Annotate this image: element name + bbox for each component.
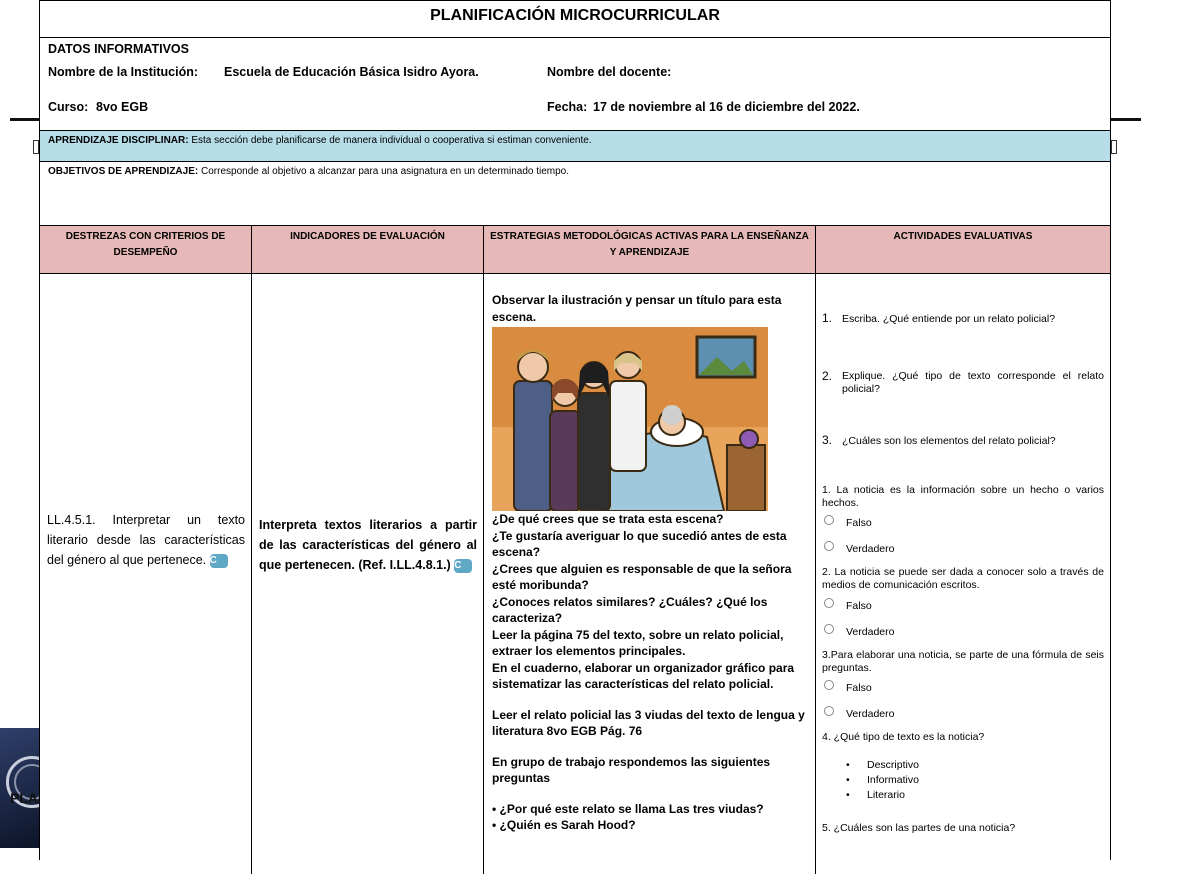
- background-text-fragment: PLA: [10, 790, 38, 806]
- background-bracket-right: [1111, 140, 1117, 154]
- institucion-label: Nombre de la Institución:: [48, 65, 199, 79]
- planning-sheet: [39, 0, 1111, 860]
- fecha-value: 17 de noviembre al 16 de diciembre del 2022.: [593, 100, 860, 114]
- aprendizaje-row: [40, 131, 1110, 162]
- actividades-cell: [816, 274, 1110, 874]
- objetivos-row: [40, 162, 1110, 226]
- estrategia-line: ¿Te gustaría averiguar lo que sucedió antes de esta escena?: [492, 528, 787, 559]
- radio-button[interactable]: [824, 541, 834, 551]
- estrategia-bullet: • ¿Por qué este relato se llama Las tres viudas?: [492, 801, 764, 816]
- activity-open-question: 3. ¿Cuáles son los elementos del relato policial?: [822, 433, 1056, 447]
- tf-option-false[interactable]: Falso: [824, 517, 1074, 530]
- objetivos-label: OBJETIVOS DE APRENDIZAJE:: [48, 166, 199, 177]
- estrategia-line: En el cuaderno, elaborar un organizador gráfico para sistematizar las características del relato policial.: [492, 660, 795, 691]
- header-indicadores: INDICADORES DE EVALUACIÓN: [252, 226, 484, 273]
- q4-option: • Informativo: [846, 774, 919, 786]
- comment-icon[interactable]: C: [210, 554, 228, 568]
- radio-button[interactable]: [824, 598, 834, 608]
- aprendizaje-text: Esta sección debe planificarse de manera individual o cooperativa si estiman conveniente.: [191, 135, 592, 146]
- q4-question: 4. ¿Qué tipo de texto es la noticia?: [822, 731, 985, 743]
- aprendizaje-label: APRENDIZAJE DISCIPLINAR:: [48, 135, 189, 146]
- indicador-text: Interpreta textos literarios a partir de las características del género al que pertenecen. (Ref. I.LL.4.8.1.): [259, 518, 477, 572]
- header-actividades: ACTIVIDADES EVALUATIVAS: [893, 231, 1033, 242]
- radio-button[interactable]: [824, 515, 834, 525]
- background-rule-left: [10, 118, 40, 121]
- estrategia-line: ¿De qué crees que se trata esta escena?: [492, 512, 724, 526]
- header-destrezas: DESTREZAS CON CRITERIOS DE DESEMPEÑO: [40, 226, 252, 273]
- estrategia-line: ¿Crees que alguien es responsable de que la señora esté moribunda?: [492, 561, 792, 592]
- comment-icon[interactable]: C: [454, 559, 472, 573]
- tf-question: 2. La noticia se puede ser dada a conocer solo a través de medios de comunicación escritos.: [822, 566, 1104, 591]
- q4-option: • Descriptivo: [846, 759, 919, 771]
- estrategia-line: ¿Conoces relatos similares? ¿Cuáles? ¿Qué los caracteriza?: [492, 594, 768, 625]
- info-section: [40, 38, 1110, 131]
- estrategia-line: Leer la página 75 del texto, sobre un relato policial, extraer los elementos principales.: [492, 627, 784, 658]
- header-estrategias: ESTRATEGIAS METODOLÓGICAS ACTIVAS PARA LA ENSEÑANZA Y APRENDIZAJE: [484, 226, 816, 273]
- destrezas-cell: [40, 274, 252, 874]
- objetivos-text: Corresponde al objetivo a alcanzar para una asignatura en un determinado tiempo.: [201, 166, 570, 177]
- curso-label: Curso:: [48, 100, 89, 114]
- datos-header: DATOS INFORMATIVOS: [48, 42, 189, 56]
- background-rule-right: [1111, 118, 1141, 121]
- curso-value: 8vo EGB: [96, 100, 149, 114]
- tf-option-false[interactable]: Falso: [824, 600, 1074, 613]
- school-logo: [0, 728, 40, 848]
- radio-button[interactable]: [824, 624, 834, 634]
- estrategia-group: En grupo de trabajo respondemos las siguientes preguntas: [492, 754, 771, 785]
- tf-option-true[interactable]: Verdadero: [824, 626, 1074, 639]
- tf-option-true[interactable]: Verdadero: [824, 543, 1074, 556]
- tf-option-false[interactable]: Falso: [824, 682, 1074, 695]
- docente-label: Nombre del docente:: [547, 65, 672, 79]
- estrategia-read: Leer el relato policial las 3 viudas del texto de lengua y literatura 8vo EGB Pág. 76: [492, 707, 805, 738]
- estrategia-bullet: • ¿Quién es Sarah Hood?: [492, 818, 636, 832]
- radio-button[interactable]: [824, 680, 834, 690]
- estrategias-cell: [484, 274, 816, 874]
- q4-option: • Literario: [846, 789, 905, 801]
- tf-question: 3.Para elaborar una noticia, se parte de una fórmula de seis preguntas.: [822, 649, 1104, 674]
- table-body-row: [40, 274, 1110, 874]
- table-header-row: [40, 226, 1110, 274]
- activity-open-question: 1. Escriba. ¿Qué entiende por un relato policial?: [822, 311, 1056, 325]
- indicadores-cell: [252, 274, 484, 874]
- activity-open-question: 2. Explique. ¿Qué tipo de texto corresponde el relato policial?: [822, 369, 1104, 395]
- hospital-scene-illustration: [492, 327, 768, 511]
- fecha-label: Fecha:: [547, 100, 588, 114]
- radio-button[interactable]: [824, 706, 834, 716]
- tf-question: 1. La noticia es la información sobre un hecho o varios hechos.: [822, 484, 1104, 509]
- institucion-value: Escuela de Educación Básica Isidro Ayora.: [224, 65, 479, 79]
- estrategias-intro: Observar la ilustración y pensar un título para esta escena.: [492, 293, 782, 324]
- destreza-text: LL.4.5.1. Interpretar un texto literario desde las características del género al que pertenece.: [47, 513, 245, 567]
- document-title: PLANIFICACIÓN MICROCURRICULAR: [40, 0, 1110, 38]
- q5-question: 5. ¿Cuáles son las partes de una noticia?: [822, 822, 1016, 834]
- tf-option-true[interactable]: Verdadero: [824, 708, 1074, 721]
